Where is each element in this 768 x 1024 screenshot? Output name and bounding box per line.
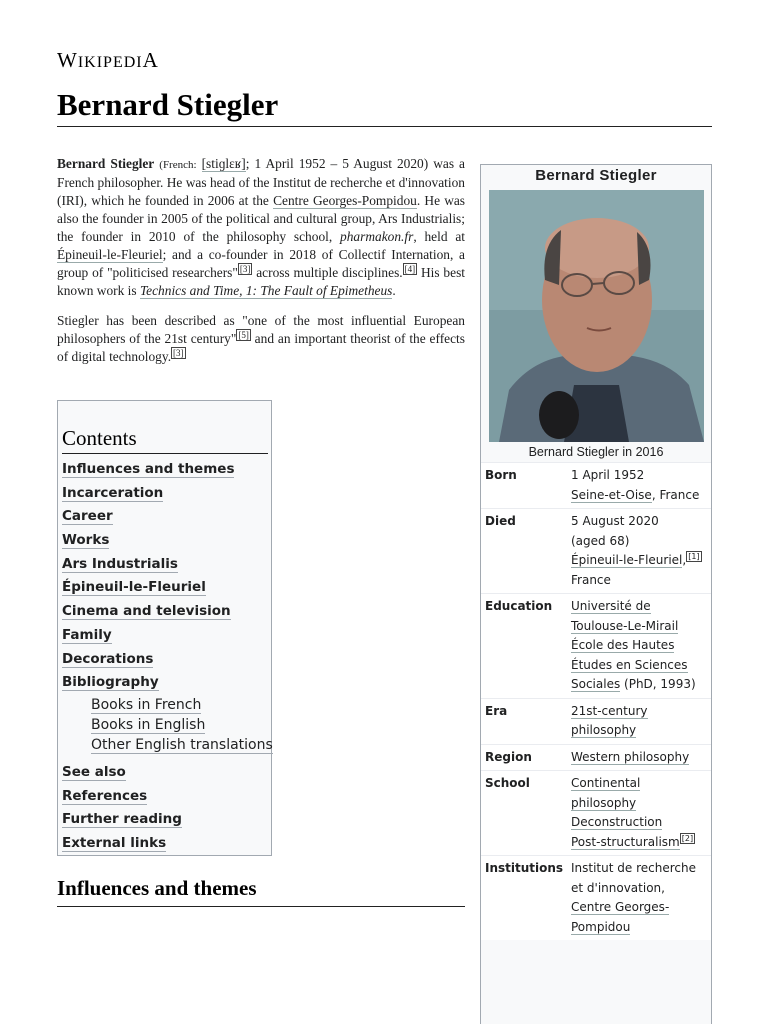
born-date: 1 April 1952 [571,468,645,482]
infobox [480,164,712,1024]
link-post-structuralism[interactable]: Post-structuralism [571,834,680,849]
died-country: France [571,572,611,587]
toc-item-epineuil[interactable]: Épineuil-le-Fleuriel [62,579,206,596]
lead-text-b: . He was also the founder in 2005 of the political and cultural group, Ars Industrialis; the founder in 2010 of the philosophy school, [57,193,466,244]
wordmark-middle: IKIPEDI [77,54,143,71]
died-label: Died [485,514,516,528]
education-value [571,597,707,695]
lead-text-h: Stiegler has been described as "one of the most influential European philosophers of the 21st century" [57,313,465,346]
ref-2[interactable]: [2] [681,833,694,843]
lead-text-e: across multiple disciplines. [252,265,403,280]
ref-3-second[interactable]: [3] [173,347,184,358]
link-centre-pompidou[interactable]: Centre Georges-Pompidou [273,193,417,208]
era-value [571,702,707,741]
link-epineuil-infobox[interactable]: Épineuil-le-Fleuriel [571,553,683,567]
toc-item-further-reading[interactable]: Further reading [62,811,182,828]
link-centre-pompidou-infobox[interactable]: Centre Georges-Pompidou [571,900,670,934]
toc-item-decorations[interactable]: Decorations [62,650,154,667]
link-ehess[interactable]: École des Hautes Études en Sciences Sociales [571,638,688,691]
infobox-row-institutions [481,855,711,940]
portrait-illustration [489,190,704,442]
toc-item-see-also[interactable]: See also [62,763,126,780]
institutions-label: Institutions [485,861,564,875]
link-western-philosophy[interactable]: Western philosophy [571,749,690,764]
lead-text-c: , held at [413,229,465,244]
toc-item-influences[interactable]: Influences and themes [62,461,235,477]
born-country: , France [651,487,700,502]
link-continental-philosophy[interactable]: Continental philosophy [571,776,641,810]
lead-paragraph-1 [57,155,465,300]
toc-list [62,458,273,856]
toc-item-references[interactable]: References [62,787,148,804]
region-value [571,748,707,768]
died-date: 5 August 2020 [571,514,659,528]
portrait-photo[interactable] [489,190,704,442]
lead-text-i: and an important theorist of the effects of digital technology. [57,331,465,364]
education-note: (PhD, 1993) [620,677,696,691]
toc-subitem-books-french[interactable]: Books in French [91,696,202,713]
wordmark-final: A [142,48,159,72]
ref-3[interactable]: [3] [239,263,251,274]
lead-section [57,155,465,378]
subject-name: Bernard Stiegler [57,156,155,171]
died-age: (aged 68) [571,533,630,548]
toc-item-ars-industrialis[interactable]: Ars Industrialis [62,555,178,572]
education-label: Education [485,599,553,613]
infobox-rows [481,462,711,940]
school-label: School [485,776,530,790]
toc-item-bibliography[interactable]: Bibliography [62,674,159,691]
toc-title: Contents [62,426,268,454]
link-deconstruction[interactable]: Deconstruction [571,815,663,829]
lead-paragraph-2 [57,312,465,366]
infobox-row-region [481,744,711,771]
lead-text-g: . [392,283,396,298]
wordmark-initial: W [57,48,78,72]
infobox-row-era [481,698,711,744]
institutions-value [571,859,707,937]
died-value [571,512,707,590]
link-technics-and-time[interactable] [140,283,392,299]
wikipedia-wordmark[interactable] [57,48,159,73]
infobox-row-born [481,462,711,508]
died-place-line: Épineuil-le-Fleuriel, [1] [571,552,700,567]
region-label: Region [485,749,532,764]
toc-item-incarceration[interactable]: Incarceration [62,484,164,501]
pharmakon-text: pharmakon.fr [340,229,414,244]
work-title: Technics and Time, 1: The Fault of Epimetheus [139,283,393,298]
born-place-line [571,486,707,506]
ref-5[interactable]: [5] [238,329,249,340]
toc-item-cinema[interactable]: Cinema and television [62,603,231,620]
lead-text-f: His best known work is [57,265,466,298]
toc-subitem-books-english[interactable]: Books in English [91,716,206,733]
french-label: (French: [159,159,197,171]
infobox-row-education [481,593,711,698]
toc-item-career[interactable]: Career [62,508,113,525]
photo-caption: Bernard Stiegler in 2016 [528,445,664,459]
infobox-row-school [481,770,711,855]
lead-text-d: ; and a co-founder in 2018 of Collectif Internation, a group of "politicised researchers" [57,247,465,280]
link-epineuil[interactable]: Épineuil-le-Fleuriel [57,247,163,262]
era-label: Era [485,703,508,718]
ref-4[interactable]: [4] [404,263,416,274]
school-value [571,774,707,852]
toc-item-external-links[interactable]: External links [62,834,167,851]
link-toulouse[interactable]: Université de Toulouse-Le-Mirail [571,599,679,633]
born-value [571,466,707,505]
toc-item-works[interactable]: Works [62,532,110,549]
infobox-title: Bernard Stiegler [535,167,657,184]
infobox-row-died [481,508,711,593]
toc-subitem-other-translations[interactable]: Other English translations [91,736,273,753]
ref-1[interactable]: [1] [688,552,700,561]
born-label: Born [485,468,517,482]
lead-text-a: ; 1 April 1952 – 5 August 2020) was a French philosopher. He was head of the Institut de recherche et d'innovation (IRI), which he founded in 2006 at the [57,156,465,208]
institution-iri: Institut de recherche et d'innovation, [571,861,696,895]
section-heading: Influences and themes [57,876,465,907]
link-seine-et-oise[interactable]: Seine-et-Oise [571,487,652,502]
ipa-link[interactable]: [stiɡlɛʁ] [201,156,246,171]
page-title: Bernard Stiegler [57,84,712,127]
toc-item-family[interactable]: Family [62,626,112,643]
table-of-contents [57,400,272,856]
link-21st-century-philosophy[interactable]: 21st-century philosophy [571,703,648,737]
